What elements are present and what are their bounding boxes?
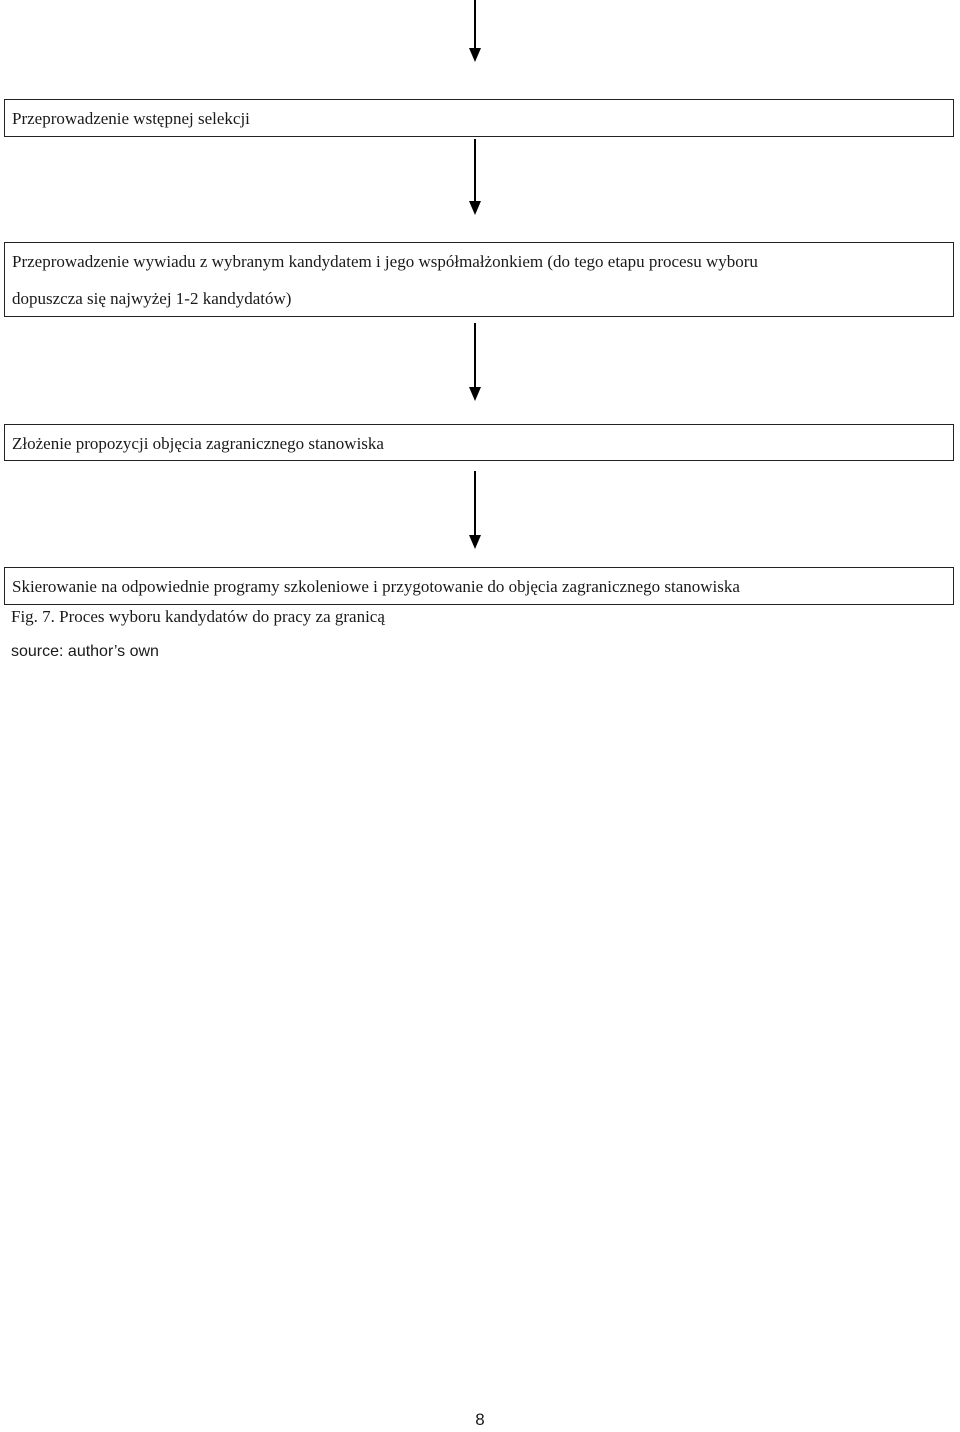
flow-arrow: [466, 323, 484, 401]
page-number: 8: [475, 1410, 485, 1429]
flowchart-step-interview: [4, 242, 954, 317]
figure-caption: Fig. 7. Proces wyboru kandydatów do pracy za granicą: [11, 607, 385, 626]
figure-source: source: author’s own: [11, 643, 159, 660]
step-label-line-2: dopuszcza się najwyżej 1-2 kandydatów): [12, 289, 292, 308]
step-label: Przeprowadzenie wstępnej selekcji: [12, 109, 250, 128]
flow-arrow: [466, 139, 484, 215]
flowchart-step-training: [4, 567, 954, 605]
flowchart-step-preliminary-selection: [4, 99, 954, 137]
flow-arrow: [466, 0, 484, 62]
step-label-line-1: Przeprowadzenie wywiadu z wybranym kandydatem i jego współmałżonkiem (do tego etapu procesu wyboru: [12, 252, 758, 271]
step-label: Złożenie propozycji objęcia zagranicznego stanowiska: [12, 434, 384, 453]
flow-arrow: [466, 471, 484, 549]
step-label: Skierowanie na odpowiednie programy szkoleniowe i przygotowanie do objęcia zagranicznego stanowiska: [12, 577, 740, 596]
flowchart-step-offer: [4, 424, 954, 461]
